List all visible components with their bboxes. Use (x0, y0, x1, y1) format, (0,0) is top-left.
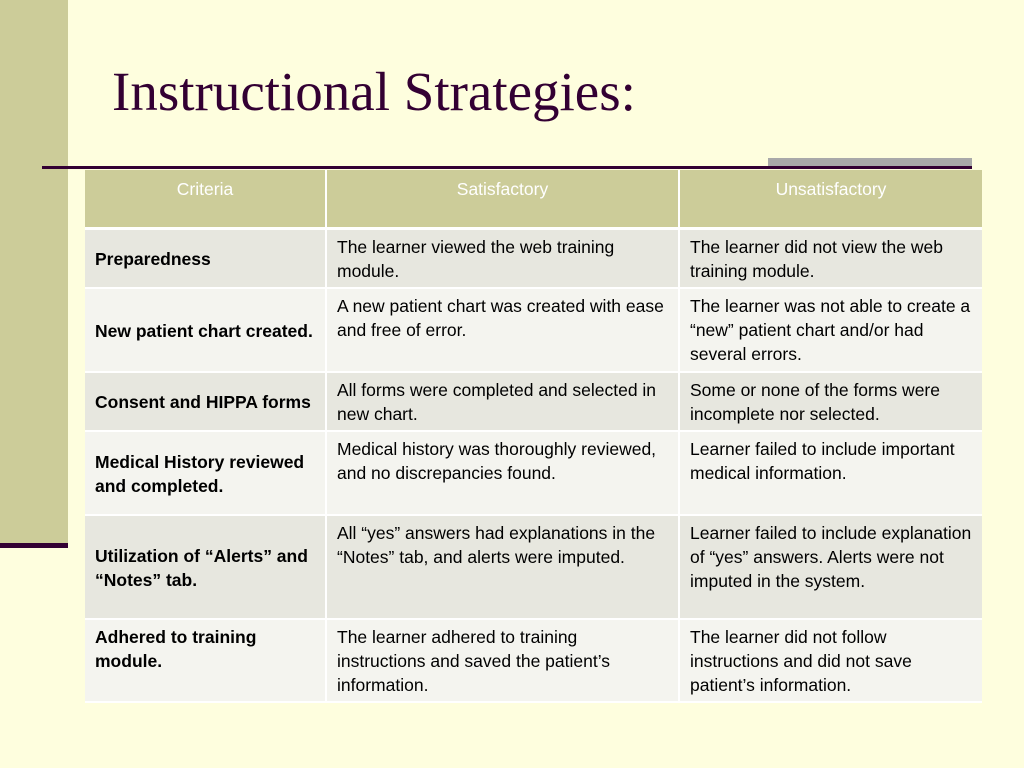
left-accent-bar (0, 0, 68, 548)
slide-title: Instructional Strategies: (112, 61, 636, 122)
criteria-cell: Utilization of “Alerts” and “Notes” tab. (85, 515, 326, 619)
table-row (85, 515, 982, 619)
criteria-cell: New patient chart created. (85, 288, 326, 372)
criteria-cell: Consent and HIPPA forms (85, 372, 326, 431)
header-unsatisfactory: Unsatisfactory (679, 170, 982, 228)
criteria-cell: Preparedness (85, 228, 326, 288)
criteria-table (85, 170, 982, 703)
table-header-row (85, 170, 982, 228)
header-criteria: Criteria (85, 170, 326, 228)
header-satisfactory: Satisfactory (326, 170, 679, 228)
table-row (85, 372, 982, 431)
unsatisfactory-cell: Learner failed to include important medical information. (679, 431, 982, 515)
unsatisfactory-cell: The learner did not follow instructions and did not save patient’s information. (679, 619, 982, 702)
table-row (85, 228, 982, 288)
satisfactory-cell: Medical history was thoroughly reviewed, and no discrepancies found. (326, 431, 679, 515)
table-row (85, 619, 982, 702)
title-rule-accent (768, 158, 972, 166)
unsatisfactory-cell: Learner failed to include explanation of “yes” answers. Alerts were not imputed in the system. (679, 515, 982, 619)
satisfactory-cell: A new patient chart was created with ease and free of error. (326, 288, 679, 372)
satisfactory-cell: The learner adhered to training instructions and saved the patient’s information. (326, 619, 679, 702)
satisfactory-cell: The learner viewed the web training module. (326, 228, 679, 288)
unsatisfactory-cell: Some or none of the forms were incomplete nor selected. (679, 372, 982, 431)
criteria-cell: Adhered to training module. (85, 619, 326, 702)
satisfactory-cell: All “yes” answers had explanations in the “Notes” tab, and alerts were imputed. (326, 515, 679, 619)
satisfactory-cell: All forms were completed and selected in new chart. (326, 372, 679, 431)
criteria-cell: Medical History reviewed and completed. (85, 431, 326, 515)
unsatisfactory-cell: The learner was not able to create a “new” patient chart and/or had several errors. (679, 288, 982, 372)
title-rule (42, 166, 972, 169)
table-row (85, 288, 982, 372)
left-accent-rule (0, 543, 68, 548)
unsatisfactory-cell: The learner did not view the web training module. (679, 228, 982, 288)
table-row (85, 431, 982, 515)
